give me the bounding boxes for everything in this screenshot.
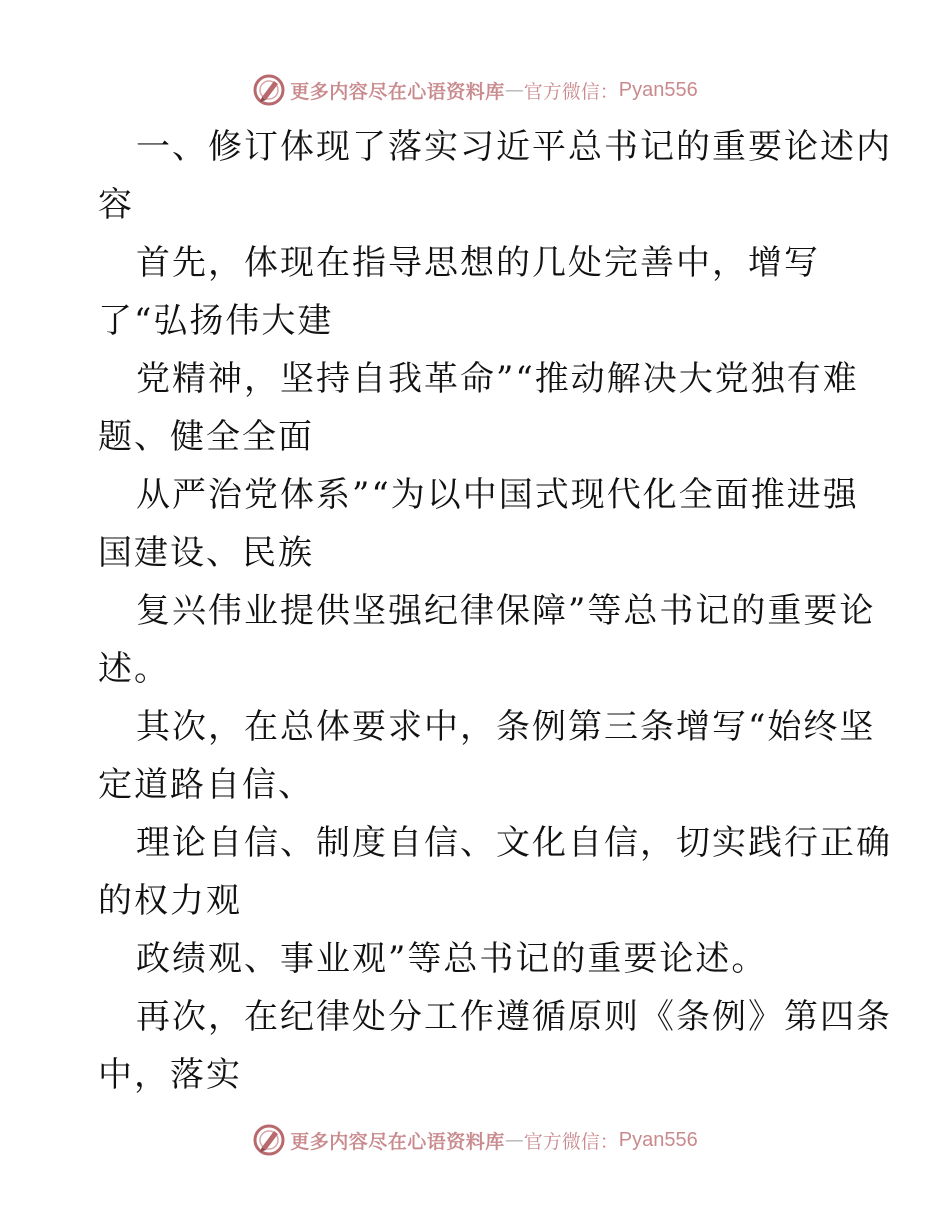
text-line: 容 [98, 185, 134, 225]
text-line: 再次，在纪律处分工作遵循原则《条例》第四条 [136, 997, 892, 1037]
text-line: 政绩观、事业观”等总书记的重要论述。 [136, 939, 768, 979]
text-line: 了“弘扬伟大建 [98, 301, 334, 341]
watermark-separator: — [504, 1129, 524, 1151]
watermark-wechat-label: 官方微信： [523, 1130, 619, 1153]
text-line: 国建设、民族 [98, 533, 314, 573]
text-line: 党精神，坚持自我革命”“推动解决大党独有难 [136, 359, 859, 399]
watermark-text: 更多内容尽在心语资料库 [290, 80, 505, 103]
watermark-wechat-label: 官方微信： [523, 80, 619, 103]
text-line: 理论自信、制度自信、文化自信，切实践行正确 [136, 823, 892, 863]
watermark-wechat-id: Pyan556 [618, 78, 698, 101]
text-line: 复兴伟业提供坚强纪律保障”等总书记的重要论 [136, 591, 876, 631]
text-line: 的权力观 [98, 881, 242, 921]
watermark-header [0, 70, 950, 110]
watermark-footer [0, 1120, 950, 1160]
text-line: 首先，体现在指导思想的几处完善中，增写 [136, 243, 820, 283]
watermark-separator: — [504, 79, 524, 101]
pen-logo-icon [252, 1123, 286, 1157]
text-line: 中，落实 [98, 1055, 242, 1095]
watermark-text: 更多内容尽在心语资料库 [290, 1130, 505, 1153]
text-line: 一、修订体现了落实习近平总书记的重要论述内 [136, 127, 892, 167]
text-line: 其次，在总体要求中，条例第三条增写“始终坚 [136, 707, 876, 747]
pen-logo-icon [252, 73, 286, 107]
text-line: 题、健全全面 [98, 417, 314, 457]
document-body [98, 118, 892, 1104]
text-line: 述。 [98, 649, 170, 689]
watermark-wechat-id: Pyan556 [618, 1128, 698, 1151]
text-line: 定道路自信、 [98, 765, 314, 805]
text-line: 从严治党体系”“为以中国式现代化全面推进强 [136, 475, 859, 515]
